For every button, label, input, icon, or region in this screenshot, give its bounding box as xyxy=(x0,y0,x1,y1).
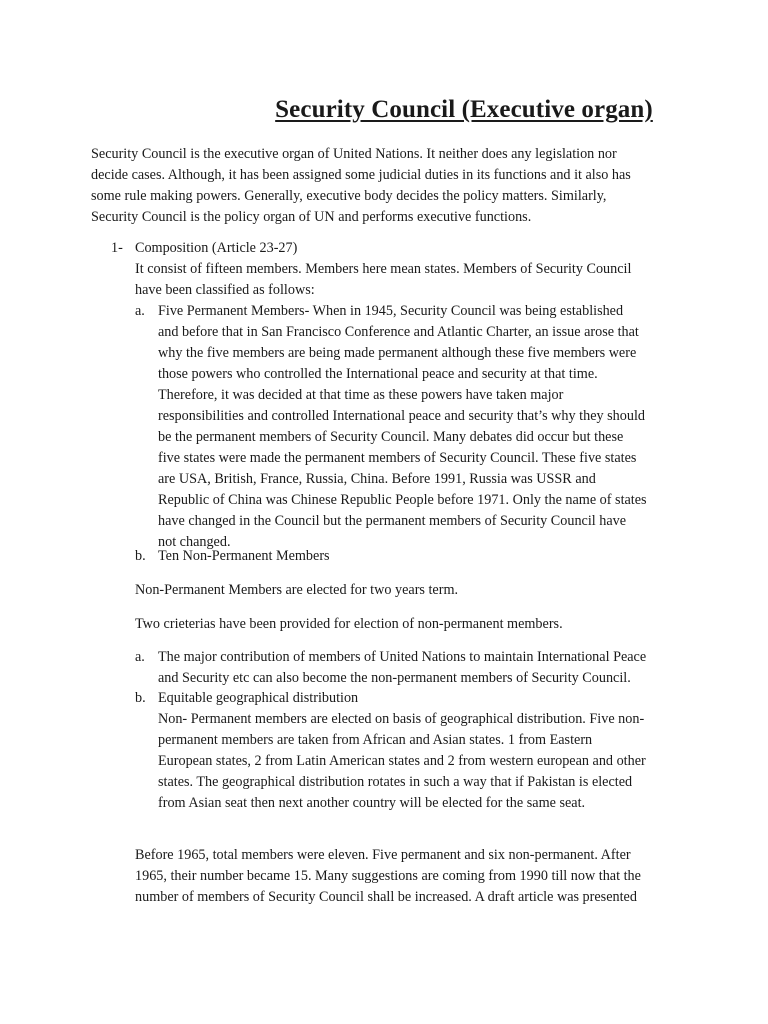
list-marker: b. xyxy=(135,690,146,706)
paragraph-line: number of members of Security Council shall be increased. A draft article was presented xyxy=(135,889,637,905)
intro-line: Security Council is the executive organ of United Nations. It neither does any legislation nor xyxy=(91,146,617,162)
criteria-paragraph: Two crieterias have been provided for election of non-permanent members. xyxy=(135,616,563,632)
paragraph-line: states. The geographical distribution rotates in such a way that if Pakistan is elected xyxy=(158,774,633,790)
intro-line: some rule making powers. Generally, executive body decides the policy matters. Similarly, xyxy=(91,188,607,204)
list-marker: a. xyxy=(135,303,145,319)
section-heading: Composition (Article 23-27) xyxy=(135,240,298,256)
criteria-geographical xyxy=(158,688,646,814)
paragraph-line: Therefore, it was decided at that time as these powers have taken major xyxy=(158,387,564,403)
intro-line: decide cases. Although, it has been assigned some judicial duties in its functions and it also has xyxy=(91,167,631,183)
paragraph-line: Equitable geographical distribution xyxy=(158,690,359,706)
paragraph-line: five states were made the permanent members of Security Council. These five states xyxy=(158,450,637,466)
page-title: Security Council (Executive organ) xyxy=(275,96,653,123)
paragraph-line: permanent members are taken from African and Asian states. 1 from Eastern xyxy=(158,732,593,748)
paragraph-line: have changed in the Council but the permanent members of Security Council have xyxy=(158,513,627,529)
paragraph-line: Five Permanent Members- When in 1945, Security Council was being established xyxy=(158,303,624,319)
section-lead-paragraph xyxy=(135,259,631,301)
paragraph-line: Non- Permanent members are elected on basis of geographical distribution. Five non- xyxy=(158,711,645,727)
non-permanent-members-item: Ten Non-Permanent Members xyxy=(158,548,330,564)
criteria-contribution xyxy=(158,647,646,689)
paragraph-line: and before that in San Francisco Conference and Atlantic Charter, an issue arose that xyxy=(158,324,639,340)
paragraph-line: and Security etc can also become the non-permanent members of Security Council. xyxy=(158,670,631,686)
section-number: 1- xyxy=(111,240,123,256)
permanent-members-paragraph xyxy=(158,301,647,553)
paragraph-line: from Asian seat then next another country will be elected for the same seat. xyxy=(158,795,586,811)
paragraph-line: European states, 2 from Latin American states and 2 from western european and other xyxy=(158,753,646,769)
intro-line: Security Council is the policy organ of UN and performs executive functions. xyxy=(91,209,532,225)
paragraph-line: responsibilities and controlled International peace and security that’s why they should xyxy=(158,408,645,424)
intro-paragraph xyxy=(91,144,681,228)
closing-paragraph xyxy=(135,845,641,908)
paragraph-line: 1965, their number became 15. Many suggestions are coming from 1990 till now that the xyxy=(135,868,641,884)
lead-line: have been classified as follows: xyxy=(135,282,315,298)
paragraph-line: not changed. xyxy=(158,534,231,550)
list-marker: a. xyxy=(135,649,145,665)
lead-line: It consist of fifteen members. Members here mean states. Members of Security Council xyxy=(135,261,632,277)
term-paragraph: Non-Permanent Members are elected for two years term. xyxy=(135,582,459,598)
paragraph-line: are USA, British, France, Russia, China. Before 1991, Russia was USSR and xyxy=(158,471,596,487)
paragraph-line: Before 1965, total members were eleven. Five permanent and six non-permanent. After xyxy=(135,847,631,863)
paragraph-line: be the permanent members of Security Council. Many debates did occur but these xyxy=(158,429,624,445)
paragraph-line: why the five members are being made permanent although these five members were xyxy=(158,345,637,361)
paragraph-line: The major contribution of members of United Nations to maintain International Peace xyxy=(158,649,647,665)
list-marker: b. xyxy=(135,548,146,564)
paragraph-line: those powers who controlled the International peace and security at that time. xyxy=(158,366,598,382)
paragraph-line: Republic of China was Chinese Republic People before 1971. Only the name of states xyxy=(158,492,647,508)
